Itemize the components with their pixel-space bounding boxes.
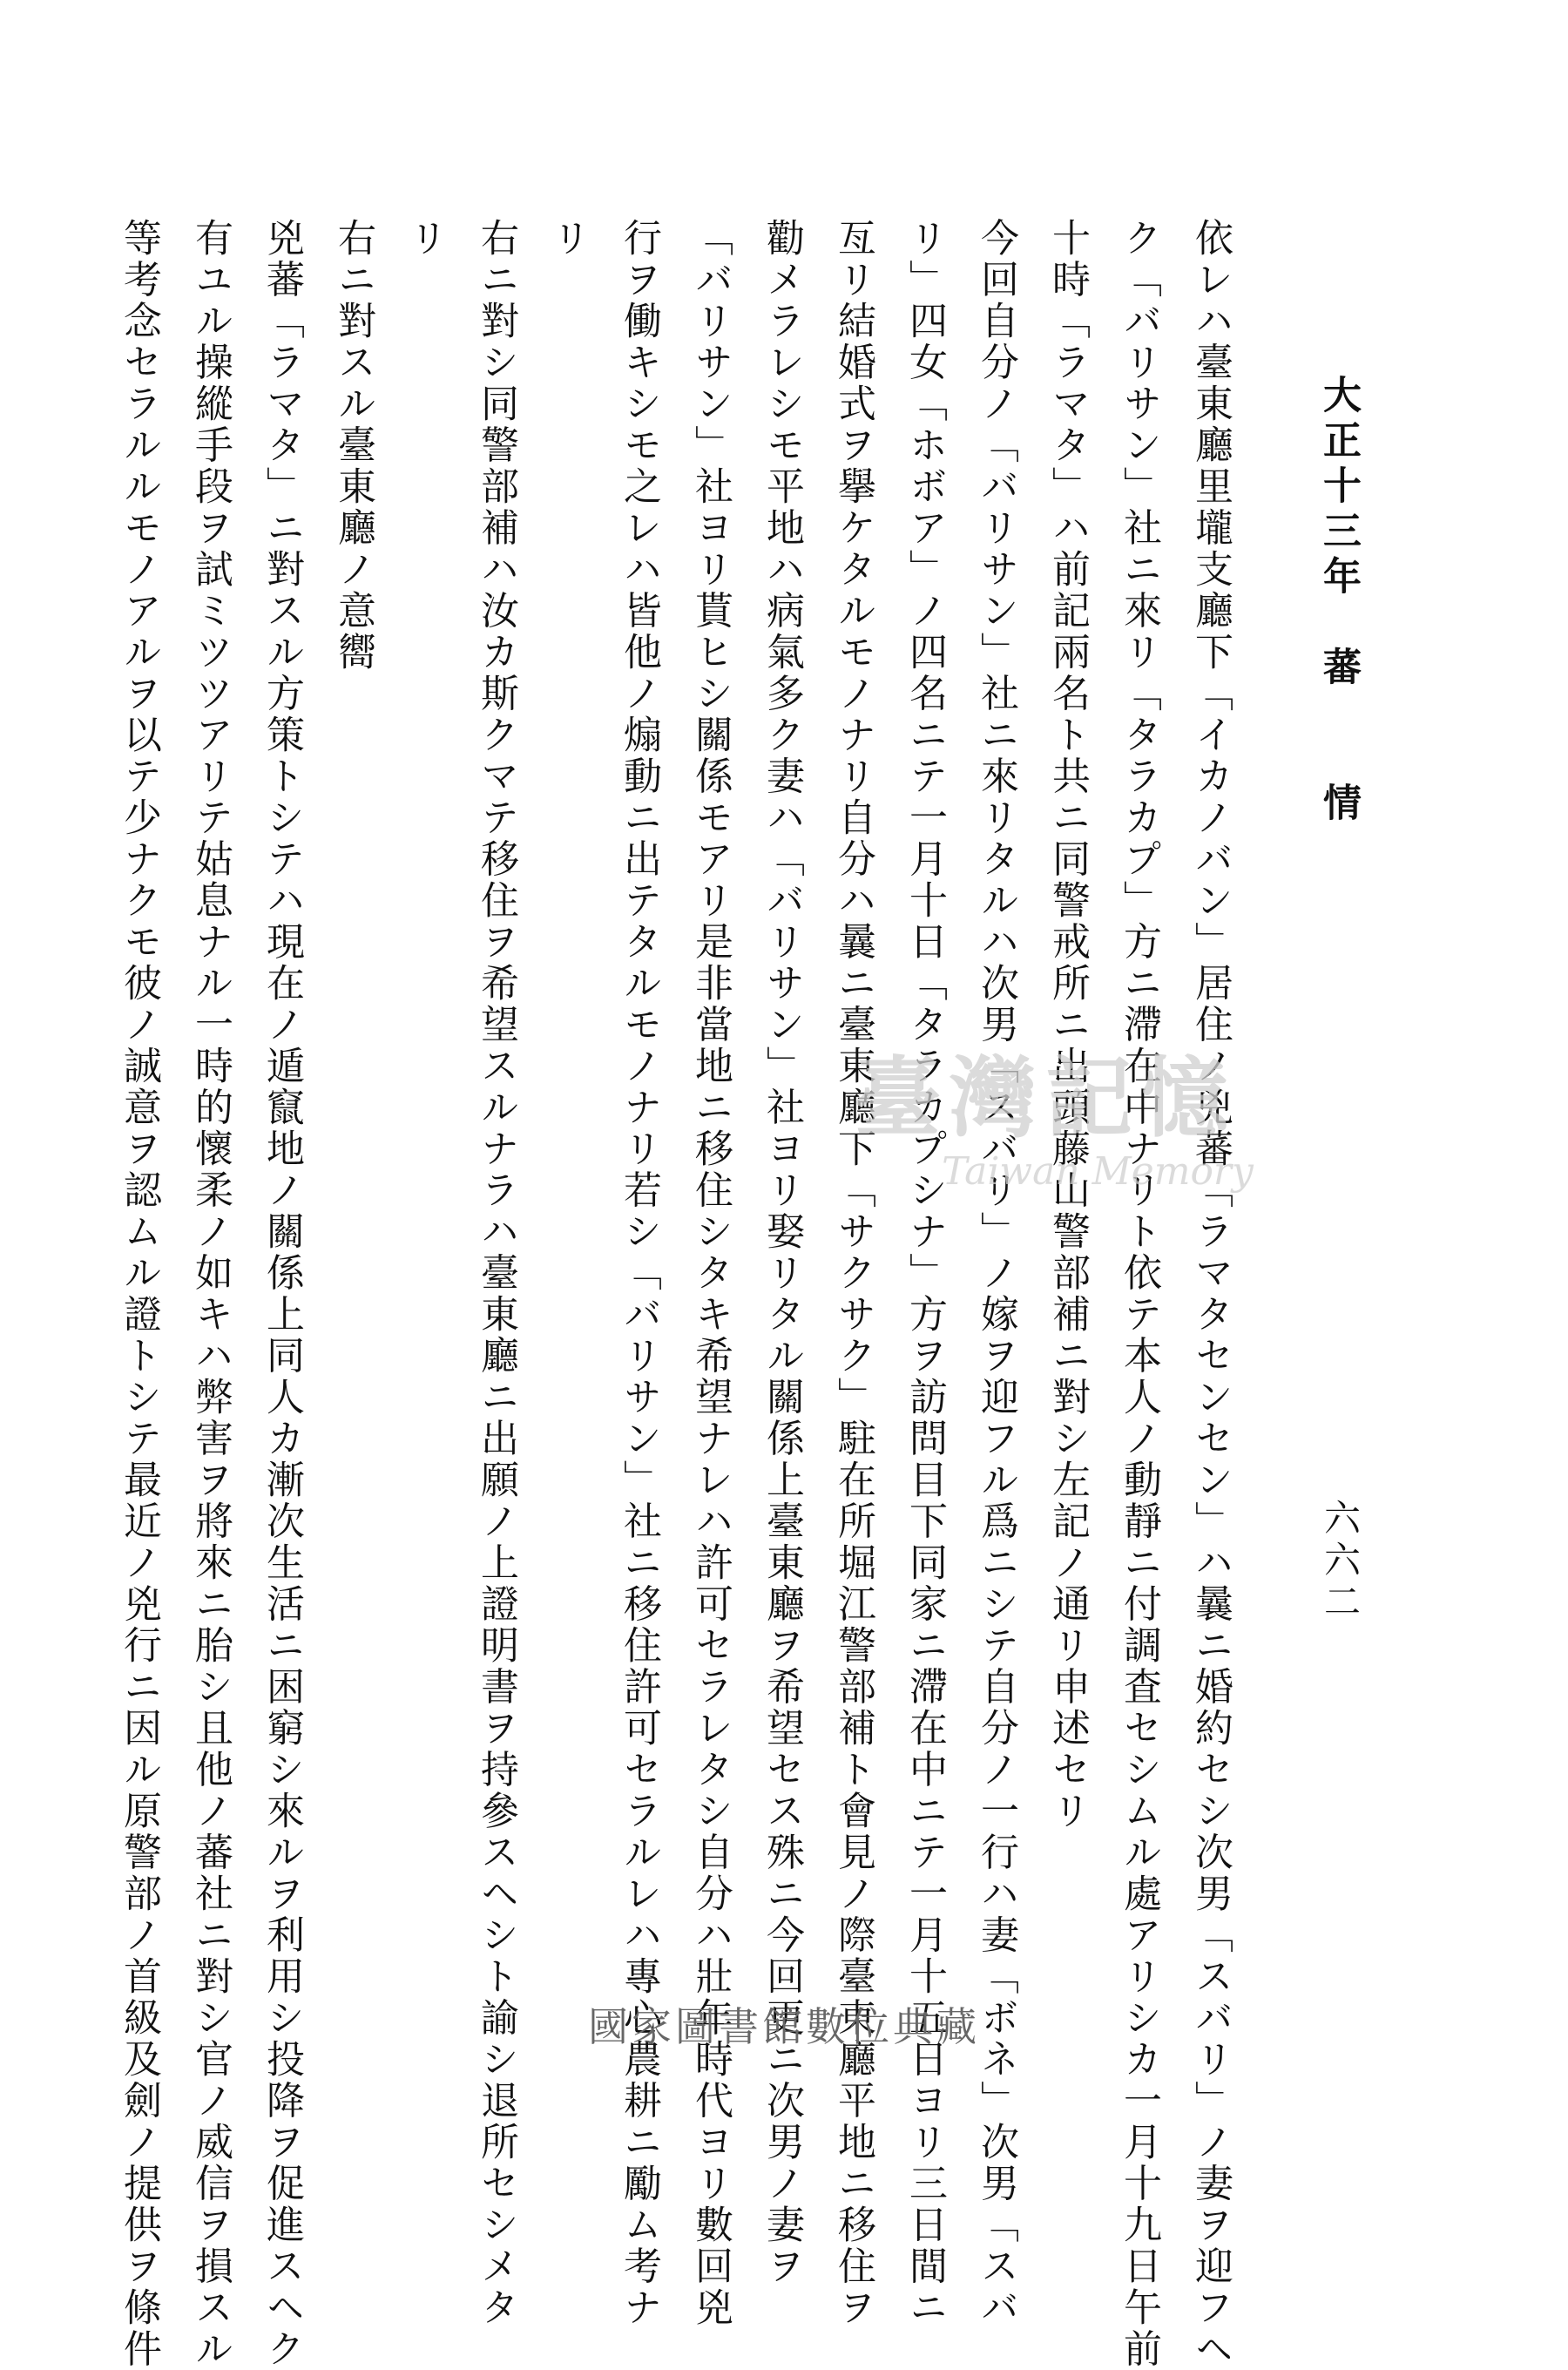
watermark-cjk: 臺灣記憶 <box>854 1046 1237 1149</box>
text-column: 「バリサン」社ヨリ貰ヒシ關係モアリ是非當地ニ移住シタキ希望ナレハ許可セラレタシ自分ハ壯年時代ヨリ數回兇 <box>688 218 733 2329</box>
watermark-english: Taiwan Memory <box>942 1149 1254 1194</box>
text-column: 勸メラレシモ平地ハ病氣多ク妻ハ「バリサン」社ヨリ娶リタル關係上臺東廳ヲ希望セス殊ニ今回更ニ次男ノ妻ヲ <box>760 218 804 2287</box>
text-column: リ <box>402 218 447 260</box>
text-column: 今回自分ノ「バリサン」社ニ來リタルハ次男「スバリ」ノ嫁ヲ迎フル爲ニシテ自分ノ一行ハ妻「ボネ」次男「スバ <box>974 218 1018 2329</box>
page-number: 六六二 <box>1319 1499 1362 1624</box>
footer-library-credit: 國家圖書館數位典藏 <box>588 2003 980 2050</box>
section-heading: 右ニ對スル臺東廳ノ意嚮 <box>331 218 375 674</box>
text-column: 有ユル操縱手段ヲ試ミツツアリテ姑息ナル一時的懷柔ノ如キハ弊害ヲ將來ニ胎シ且他ノ蕃社ニ對シ官ノ威信ヲ損スル <box>188 218 233 2370</box>
text-column: 兇蕃「ラマタ」ニ對スル方策トシテハ現在ノ遁竄地ノ關係上同人カ漸次生活ニ困窮シ來ルヲ利用シ投降ヲ促進スヘク <box>260 218 304 2370</box>
watermark <box>767 1046 1324 1220</box>
text-column: 依レハ臺東廳里壠支廳下「イカノバン」居住ノ兇蕃「ラマタセンセン」ハ曩ニ婚約セシ次男「スバリ」ノ妻ヲ迎フヘ <box>1188 218 1233 2370</box>
text-column: 等考念セラルルモノアルヲ以テ少ナクモ彼ノ誠意ヲ認ムル證トシテ最近ノ兇行ニ因ル原警部ノ首級及劍ノ提供ヲ條件 <box>117 218 161 2370</box>
text-column: 十時「ラマタ」ハ前記兩名ト共ニ同警戒所ニ出頭藤山警部補ニ對シ左記ノ通リ申述セリ <box>1045 218 1090 1832</box>
text-column: ク「バリサン」社ニ來リ「タラカプ」方ニ滯在中ナリト依テ本人ノ動靜ニ付調査セシムル處アリシカ一月十九日午前 <box>1117 218 1161 2370</box>
text-column: リ」四女「ホボア」ノ四名ニテ一月十日「タラカプシナ」方ヲ訪問目下同家ニ滯在中ニテ一月十五日ヨリ三日間ニ <box>902 218 947 2329</box>
text-column: 右ニ對シ同警部補ハ汝カ斯クマテ移住ヲ希望スルナラハ臺東廳ニ出願ノ上證明書ヲ持參スヘシト諭シ退所セシメタ <box>474 218 518 2329</box>
text-column: 行ヲ働キシモ之レハ皆他ノ煽動ニ出テタルモノナリ若シ「バリサン」社ニ移住許可セラルレハ專心農耕ニ勵ム考ナ <box>617 218 661 2329</box>
running-title: 大正十三年 蕃 情 <box>1316 375 1361 828</box>
text-column: リ <box>545 218 590 260</box>
text-column: 亙リ結婚式ヲ擧ケタルモノナリ自分ハ曩ニ臺東廳下「サクサク」駐在所堀江警部補ト會見ノ際臺東廳平地ニ移住ヲ <box>831 218 875 2329</box>
